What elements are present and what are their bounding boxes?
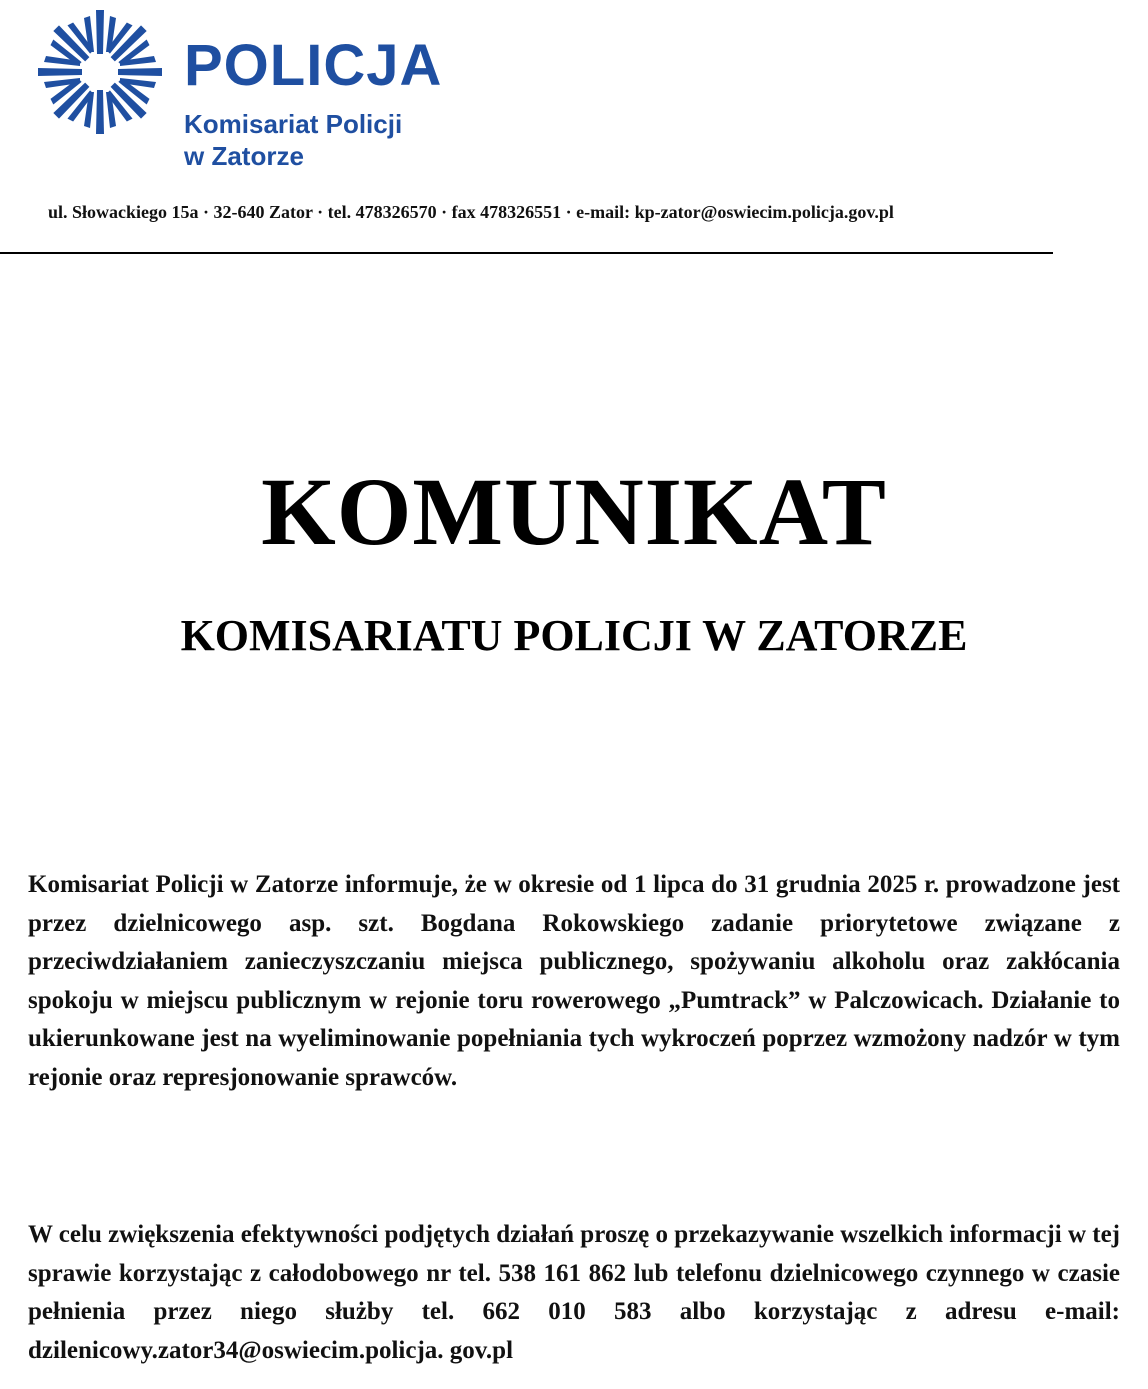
paragraph-2: W celu zwiększenia efektywności podjętych działań proszę o przekazywanie wszelkich informacji w tej sprawie korzystając z całodobowego nr tel. 538 161 862 lub telefonu dzielnicowego czynnego w czasie pełnienia przez niego służby tel. 662 010 583 albo korzystając z adresu e-mail: dzilenicowy.zator34@oswiecim.policja. gov.pl bbox=[28, 1221, 1120, 1364]
contact-line: ul. Słowackiego 15a · 32-640 Zator · tel. 478326570 · fax 478326551 · e-mail: kp-zator@oswiecim.policja.gov.pl bbox=[48, 202, 894, 222]
police-star-icon bbox=[30, 2, 170, 142]
document-title: KOMUNIKAT bbox=[261, 458, 887, 565]
header-divider bbox=[0, 252, 1053, 254]
brand-subtitle bbox=[184, 108, 442, 172]
brand-title: POLICJA bbox=[184, 33, 443, 98]
document-subtitle: KOMISARIATU POLICJI W ZATORZE bbox=[180, 611, 968, 660]
brand-block bbox=[184, 34, 442, 172]
brand-subtitle-line2: w Zatorze bbox=[184, 141, 304, 171]
paragraph-1: Komisariat Policji w Zatorze informuje, że w okresie od 1 lipca do 31 grudnia 2025 r. prowadzone jest przez dzielnicowego asp. szt. Bogdana Rokowskiego zadanie priorytetowe związane z przeciwdziałaniem zanieczyszczaniu miejsca publicznego, spożywaniu alkoholu oraz zakłócania spokoju w miejscu publicznym w rejonie toru rowerowego „Pumtrack” w Palczowicach. Działanie to ukierunkowane jest na wyeliminowanie popełniania tych wykroczeń poprzez wzmożony nadzór w tym rejonie oraz represjonowanie sprawców. bbox=[28, 871, 1120, 1091]
brand-subtitle-line1: Komisariat Policji bbox=[184, 109, 403, 139]
